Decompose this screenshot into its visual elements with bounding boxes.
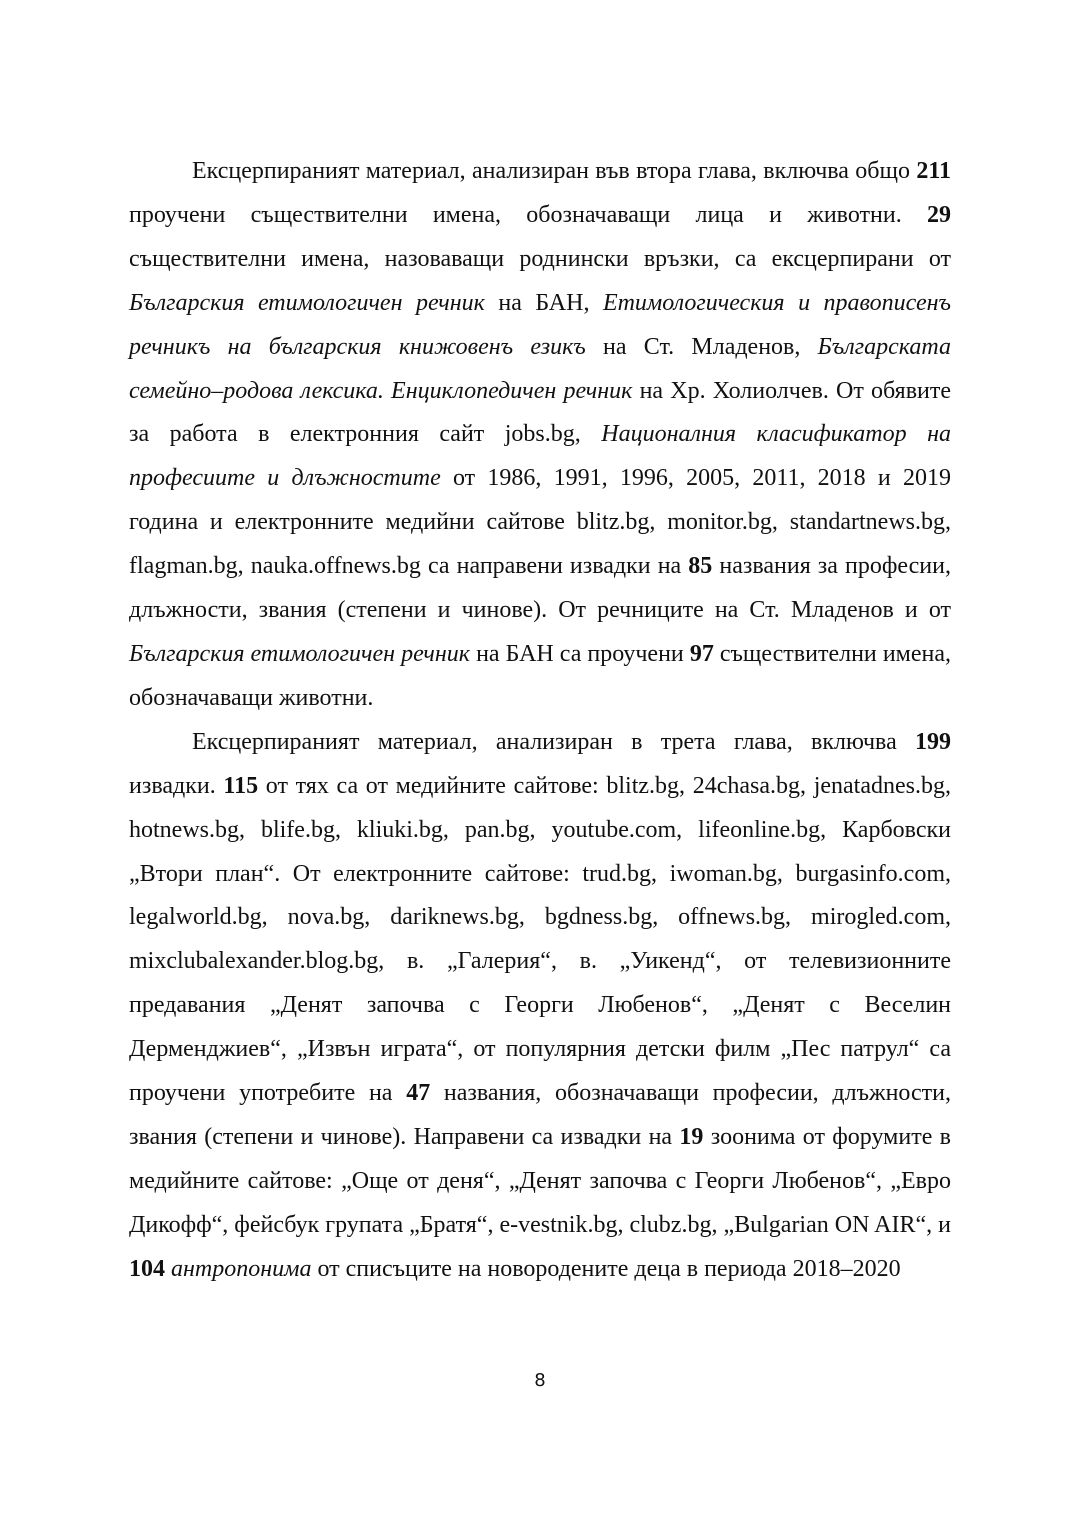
text-run: извадки. — [129, 772, 224, 799]
paragraph — [129, 721, 951, 1292]
text-run: на Ст. Младенов, — [585, 333, 818, 360]
paragraph — [129, 150, 951, 721]
bold-number: 211 — [916, 158, 951, 184]
text-run: от 1986, 1991, 1996, 2005, 2011, 2018 и 2019 година и електронните медийни сайтове blitz.bg, monitor.bg, standartnews.bg, flagman.bg, nauka.offnews.bg са направени извадки на — [129, 465, 951, 580]
text-run: съществителни имена, обозначаващи животни. — [129, 640, 951, 711]
bold-number: 97 — [689, 640, 714, 667]
italic-title: Българския етимологичен речник — [129, 640, 471, 667]
text-run: названия, обозначаващи професии, длъжности, звания (степени и чинове). Направени са извадки на — [129, 1080, 952, 1150]
text-run: на Хр. Холиолчев. От обявите за работа в електронния сайт jobs.bg, — [129, 377, 952, 448]
italic-title: Етимологическия и правописенъ речникъ на българския книжовенъ езикъ — [129, 289, 951, 360]
text-run: от списъците на новородените деца в периода 2018–2020 — [311, 1255, 901, 1282]
text-run: Ексцерпираният материал, анализиран във втора глава, включва общо — [192, 158, 917, 184]
text-run: от тях са от медийните сайтове: blitz.bg, 24chasa.bg, jenatadnes.bg, hotnews.bg, blife.bg, kliuki.bg, pan.bg, youtube.com, lifeonline.bg, Карбовски „Втори план“. От електронните сайтове: trud.bg, iwoman.bg, burgasinfo.com, legalworld.bg, nova.bg, dariknews.bg, bgdness.bg, offnews.bg, mirogled.com, mixclubalexander.blog.bg, в. „Галерия“, в. „Уикенд“, от телевизионните предавания „Денят започва с Георги Любенов“, „Денят с Веселин Дерменджиев“, „Извън играта“, от популярния детски филм „Пес патрул“ са проучени употребите на — [129, 772, 951, 1107]
italic-title: Националния класификатор на професиите и длъжностите — [129, 421, 951, 492]
text-run: названия за професии, длъжности, звания (степени и чинове). От речниците на Ст. Младенов и от — [129, 553, 951, 624]
italic-title: Българския етимологичен речник — [129, 289, 485, 316]
body-text — [129, 150, 951, 1292]
text-run: на БАН, — [484, 289, 603, 316]
text-run: зоонима от форумите в медийните сайтове: „Още от деня“, „Денят започва с Георги Любенов“, „Евро Дикофф“, фейсбук групата „Братя“, e-vestnik.bg, clubz.bg, „Bulgarian ON AIR“, и — [129, 1123, 952, 1238]
bold-number: 115 — [223, 772, 259, 799]
text-run: на БАН са проучени — [470, 640, 690, 667]
bold-number: 29 — [927, 201, 951, 228]
text-run: Ексцерпираният материал, анализиран в трета глава, включва — [192, 728, 915, 755]
bold-number: 19 — [679, 1123, 704, 1150]
bold-number: 199 — [915, 728, 951, 755]
text-run: съществителни имена, назоваващи роднински връзки, са ексцерпирани от — [129, 245, 951, 272]
bold-number: 104 — [129, 1255, 165, 1282]
bold-number: 85 — [688, 553, 713, 580]
italic-title: Българската семейно–родова лексика. Енциклопедичен речник — [129, 333, 951, 404]
page-number: 8 — [534, 1370, 546, 1391]
text-run: проучени съществителни имена, обозначаващи лица и животни. — [129, 201, 927, 228]
bold-number: 47 — [406, 1080, 431, 1107]
italic-term: антропонима — [171, 1255, 312, 1282]
